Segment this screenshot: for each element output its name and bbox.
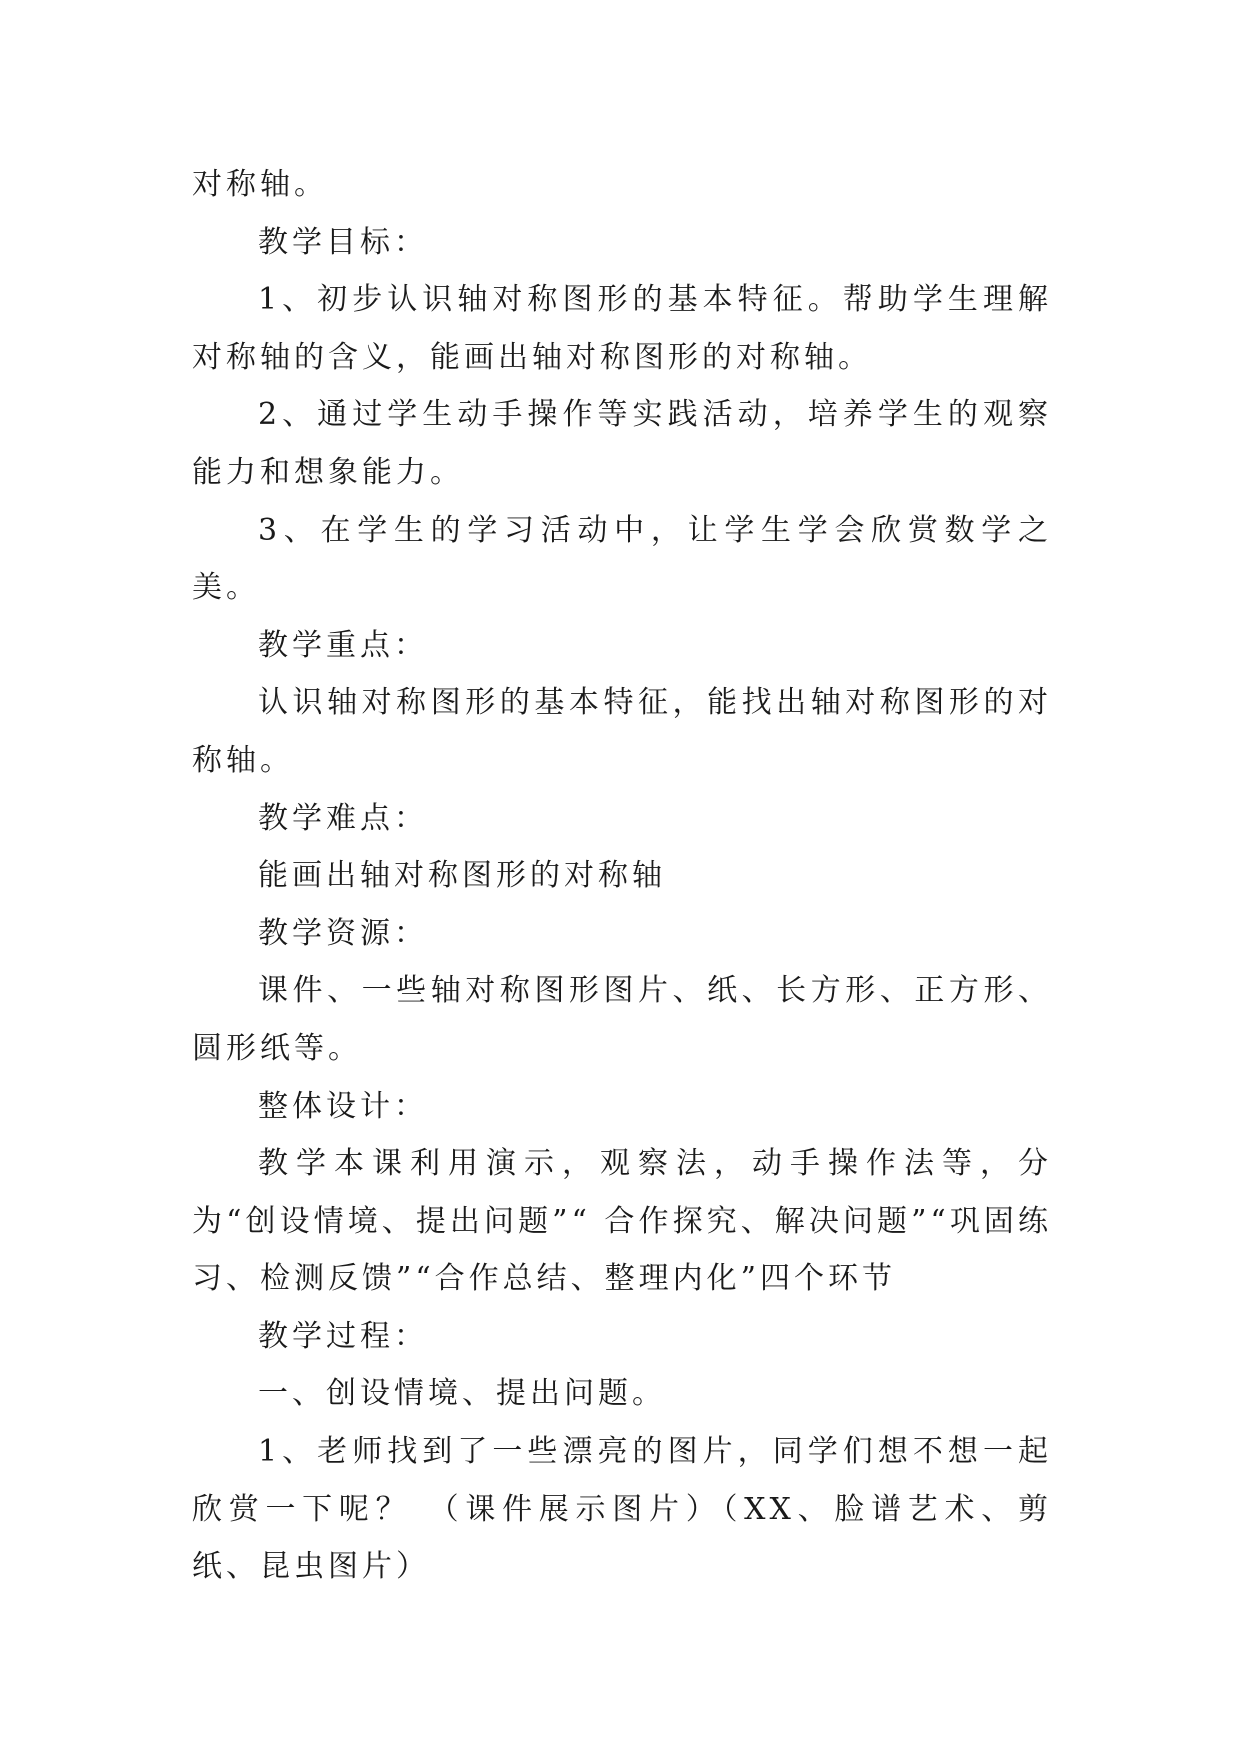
process-section-1: 一、创设情境、提出问题。: [258, 1376, 666, 1412]
difficulties-text: 能画出轴对称图形的对称轴: [258, 858, 666, 894]
heading-resources: 教学资源：: [258, 915, 428, 951]
goal-item-1: 1、初步认识轴对称图形的基本特征。帮助学生理解对称轴的含义，能画出轴对称图形的对称轴。: [192, 282, 1052, 375]
heading-teaching-process: 教学过程：: [258, 1318, 428, 1354]
goal-item-3: 3、在学生的学习活动中，让学生学会欣赏数学之美。: [192, 512, 1052, 606]
heading-overall-design: 整体设计：: [258, 1088, 428, 1124]
document-body: [192, 156, 1052, 1596]
process-step-1: 1、老师找到了一些漂亮的图片，同学们想不想一起欣赏一下呢？ （课件展示图片）（XX、脸谱艺术、剪纸、昆虫图片）: [192, 1434, 1052, 1585]
overall-design-text: 教学本课利用演示，观察法，动手操作法等，分为“创设情境、提出问题”“ 合作探究、解决问题”“巩固练习、检测反馈”“合作总结、整理内化”四个环节: [192, 1146, 1052, 1297]
heading-key-points: 教学重点：: [258, 627, 428, 663]
paragraph-continuation: 对称轴。: [192, 167, 328, 202]
goal-item-2: 2、通过学生动手操作等实践活动，培养学生的观察能力和想象能力。: [192, 397, 1052, 490]
key-points-text: 认识轴对称图形的基本特征，能找出轴对称图形的对称轴。: [192, 685, 1052, 778]
heading-teaching-goals: 教学目标：: [258, 224, 428, 260]
resources-text: 课件、一些轴对称图形图片、纸、长方形、正方形、圆形纸等。: [192, 973, 1052, 1066]
heading-difficulties: 教学难点：: [258, 800, 428, 836]
